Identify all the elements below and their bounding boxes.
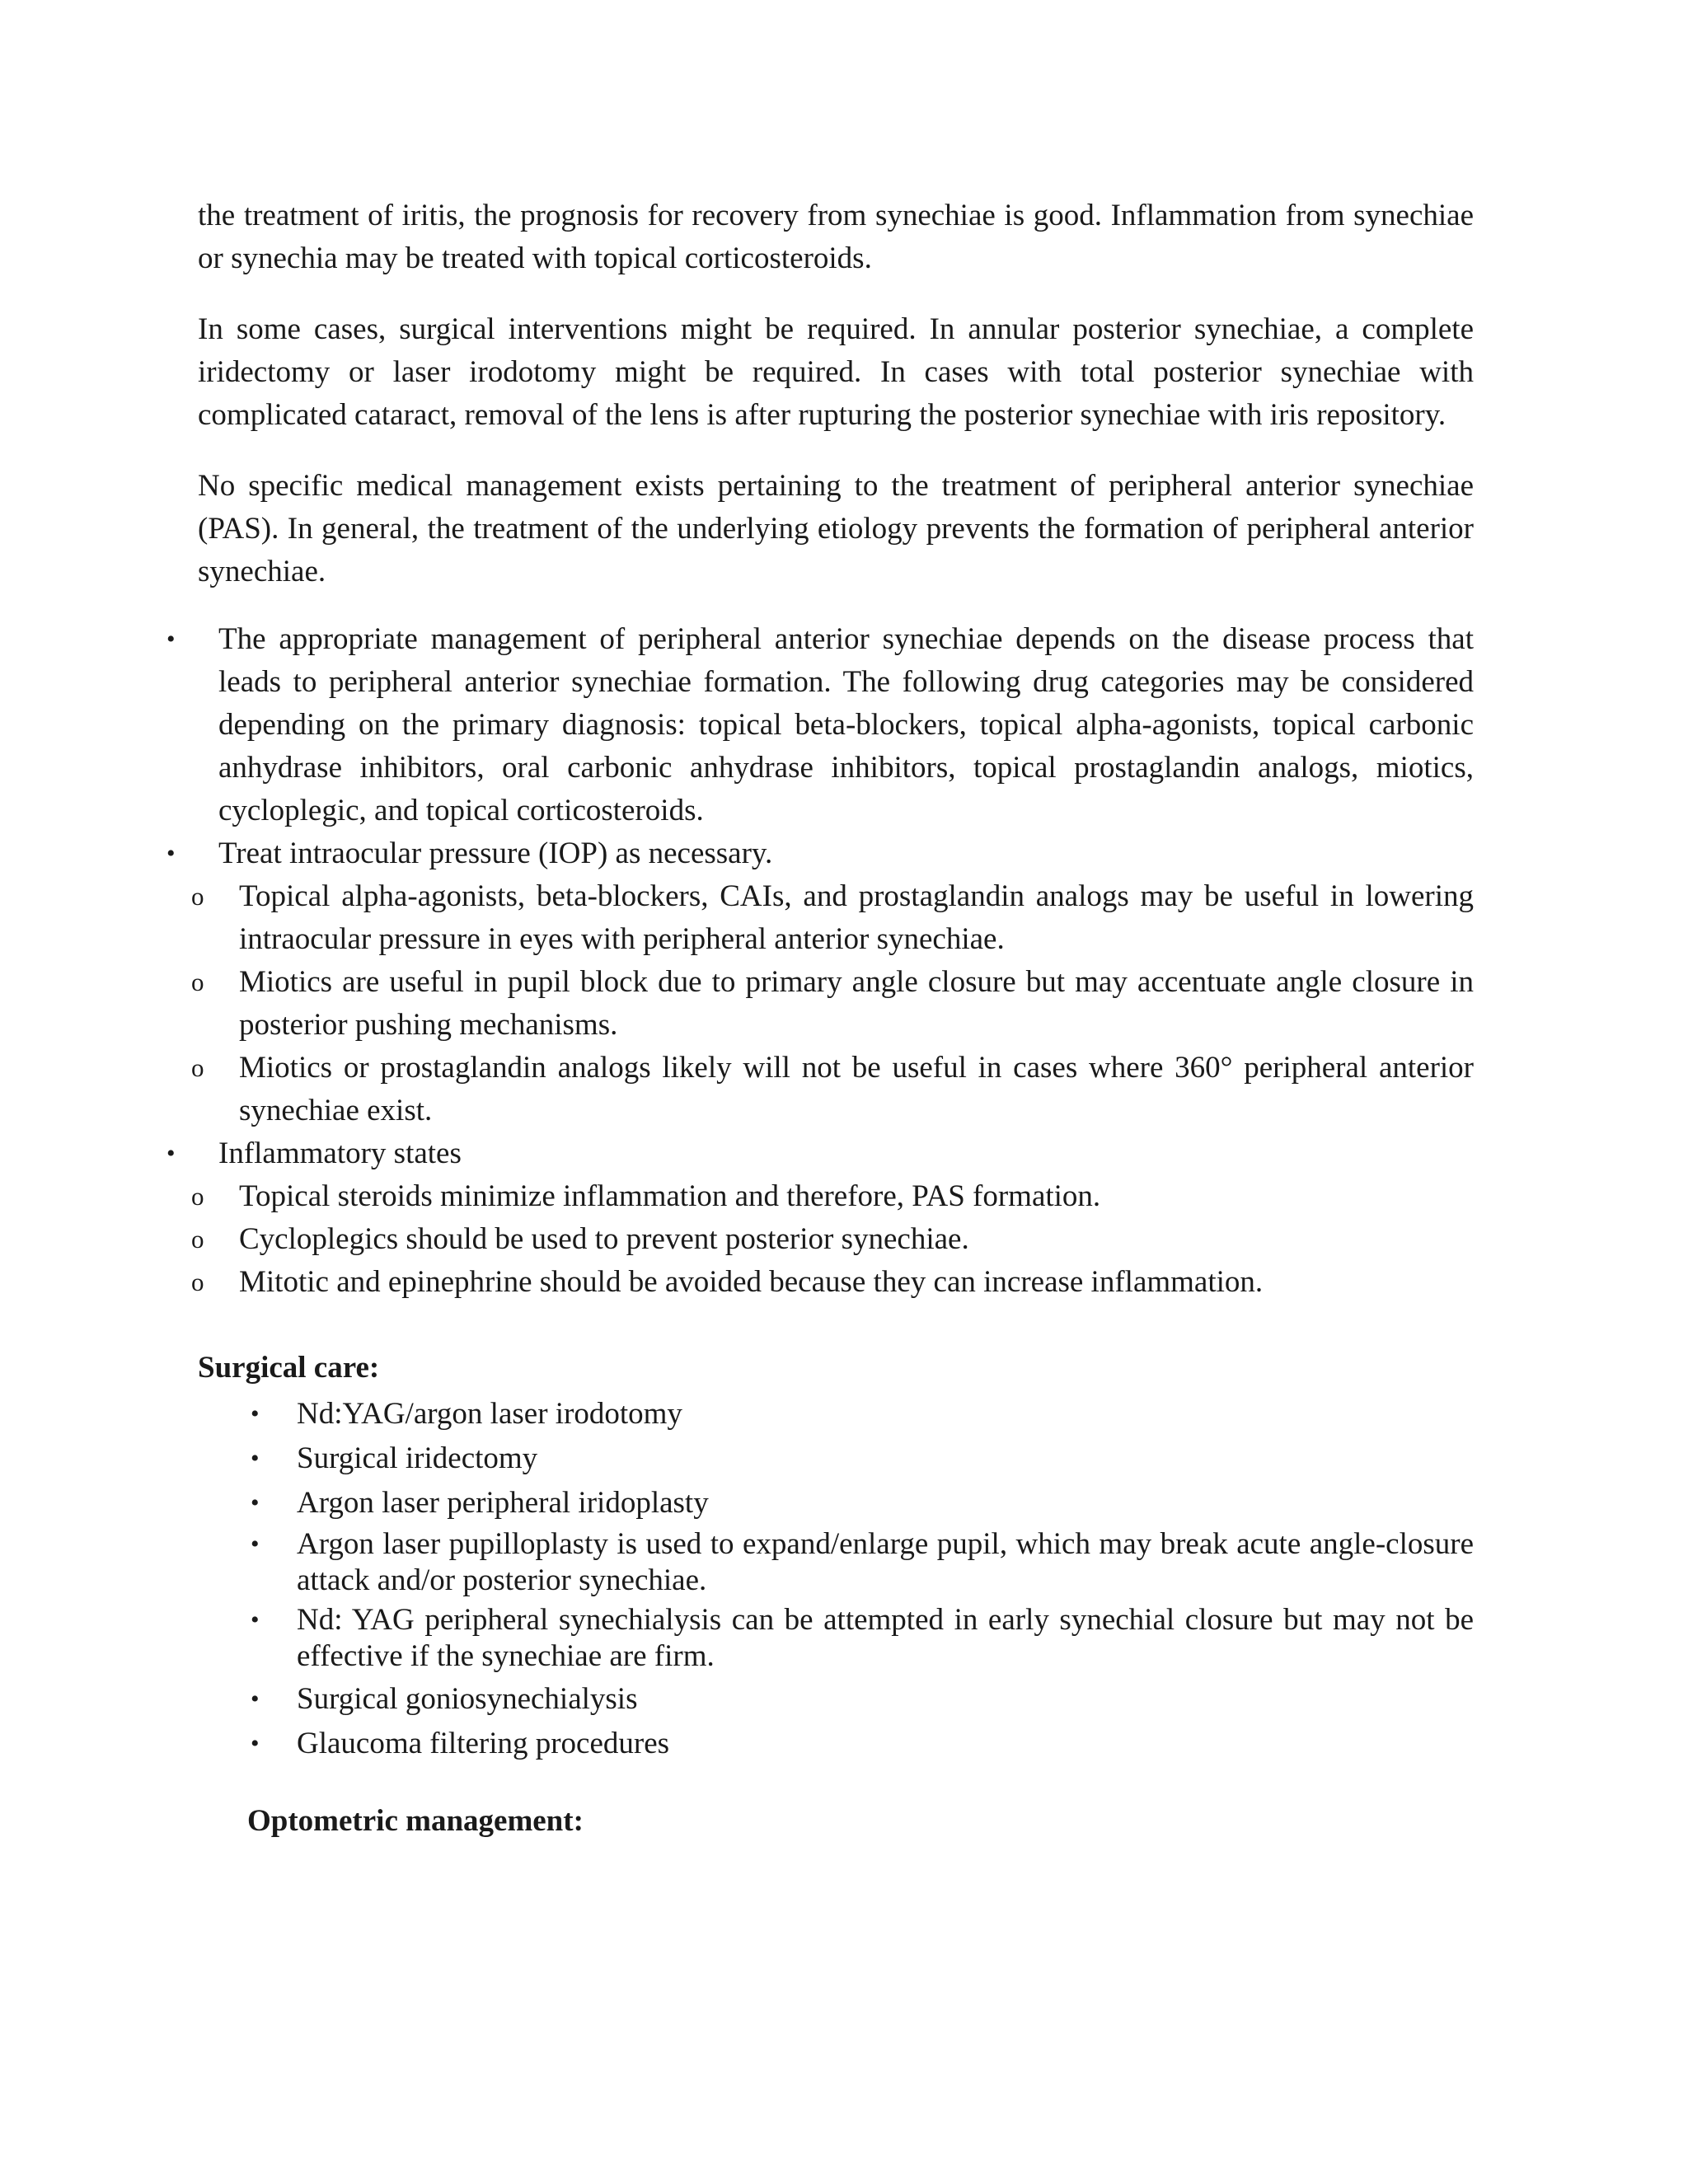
bullet-dot-icon: • <box>166 1140 176 1167</box>
bullet-circle-icon: o <box>191 1225 204 1254</box>
sub-list-item <box>191 875 1474 961</box>
list-item <box>166 1132 1474 1175</box>
sub-list-item <box>191 1218 1474 1261</box>
bullet-dot-icon: • <box>251 1606 260 1633</box>
bullet-dot-icon: • <box>251 1685 260 1713</box>
medical-management-list <box>166 618 1474 1304</box>
surgical-care-list <box>198 1393 1474 1765</box>
bullet-dot-icon: • <box>166 626 176 653</box>
list-item <box>198 1678 1474 1721</box>
surgical-care-heading: Surgical care: <box>198 1351 380 1385</box>
sub-list-item <box>191 1047 1474 1132</box>
optometric-management-heading: Optometric management: <box>247 1804 584 1838</box>
surgical-care-section <box>198 1347 1474 1765</box>
sub-list-item <box>191 1175 1474 1218</box>
bullet-circle-icon: o <box>191 1053 204 1082</box>
list-item-text: Surgical goniosynechialysis <box>297 1682 638 1716</box>
list-item-text: Treat intraocular pressure (IOP) as necessary. <box>218 837 773 870</box>
paragraph-pas-management: No specific medical management exists pertaining to the treatment of peripheral anterior synechiae (PAS). In general, the treatment of the underlying etiology prevents the formation of peripheral anterior synechiae. <box>198 469 1474 588</box>
bullet-circle-icon: o <box>191 968 204 996</box>
bullet-circle-icon: o <box>191 1268 204 1296</box>
bullet-dot-icon: • <box>251 1730 260 1757</box>
bullet-circle-icon: o <box>191 1182 204 1211</box>
list-item <box>198 1393 1474 1436</box>
paragraph-surgical-interventions: In some cases, surgical interventions might be required. In annular posterior synechiae, a complete iridectomy or laser irodotomy might be required. In cases with total posterior synechiae with complicated cataract, removal of the lens is after rupturing the posterior synechiae with iris repository. <box>198 312 1474 432</box>
bullet-dot-icon: • <box>251 1489 260 1516</box>
bullet-dot-icon: • <box>166 840 176 867</box>
list-item-text: Nd:YAG/argon laser irodotomy <box>297 1397 682 1431</box>
document-content <box>166 194 1474 1843</box>
list-item <box>198 1482 1474 1525</box>
list-item <box>198 1722 1474 1765</box>
list-item-text: Nd: YAG peripheral synechialysis can be attempted in early synechial closure but may not be effective if the synechiae are firm. <box>297 1603 1474 1673</box>
list-item-text: Glaucoma filtering procedures <box>297 1727 670 1760</box>
list-item <box>198 1437 1474 1480</box>
list-item <box>166 832 1474 875</box>
bullet-dot-icon: • <box>251 1445 260 1472</box>
bullet-circle-icon: o <box>191 882 204 911</box>
list-item <box>198 1526 1474 1599</box>
sub-list-item-text: Miotics are useful in pupil block due to primary angle closure but may accentuate angle closure in posterior pushing mechanisms. <box>239 965 1474 1042</box>
list-item <box>166 618 1474 832</box>
list-item-text: Inflammatory states <box>218 1137 462 1170</box>
list-item-text: Argon laser pupilloplasty is used to expand/enlarge pupil, which may break acute angle-closure attack and/or posterior synechiae. <box>297 1527 1474 1597</box>
bullet-dot-icon: • <box>251 1400 260 1427</box>
list-item <box>198 1602 1474 1675</box>
sub-list-item-text: Topical alpha-agonists, beta-blockers, CAIs, and prostaglandin analogs may be useful in lowering intraocular pressure in eyes with peripheral anterior synechiae. <box>239 879 1474 956</box>
bullet-dot-icon: • <box>251 1530 260 1558</box>
sub-list-item <box>191 961 1474 1047</box>
paragraph-iritis-prognosis: the treatment of iritis, the prognosis for recovery from synechiae is good. Inflammation from synechiae or synechia may be treated with topical corticosteroids. <box>198 199 1474 275</box>
list-item-text: Argon laser peripheral iridoplasty <box>297 1486 709 1520</box>
list-item-text: Surgical iridectomy <box>297 1441 538 1475</box>
sub-list-item-text: Cycloplegics should be used to prevent posterior synechiae. <box>239 1222 969 1256</box>
sub-list-item <box>191 1261 1474 1304</box>
sub-list-item-text: Topical steroids minimize inflammation and therefore, PAS formation. <box>239 1179 1101 1213</box>
list-item-text: The appropriate management of peripheral anterior synechiae depends on the disease process that leads to peripheral anterior synechiae formation. The following drug categories may be considered depending on the primary diagnosis: topical beta-blockers, topical alpha-agonists, topical carbonic anhydrase inhibitors, oral carbonic anhydrase inhibitors, topical prostaglandin analogs, miotics, cycloplegic, and topical corticosteroids. <box>218 622 1474 827</box>
sub-list-item-text: Miotics or prostaglandin analogs likely will not be useful in cases where 360° peripheral anterior synechiae exist. <box>239 1051 1474 1127</box>
sub-list-item-text: Mitotic and epinephrine should be avoided because they can increase inflammation. <box>239 1265 1264 1299</box>
